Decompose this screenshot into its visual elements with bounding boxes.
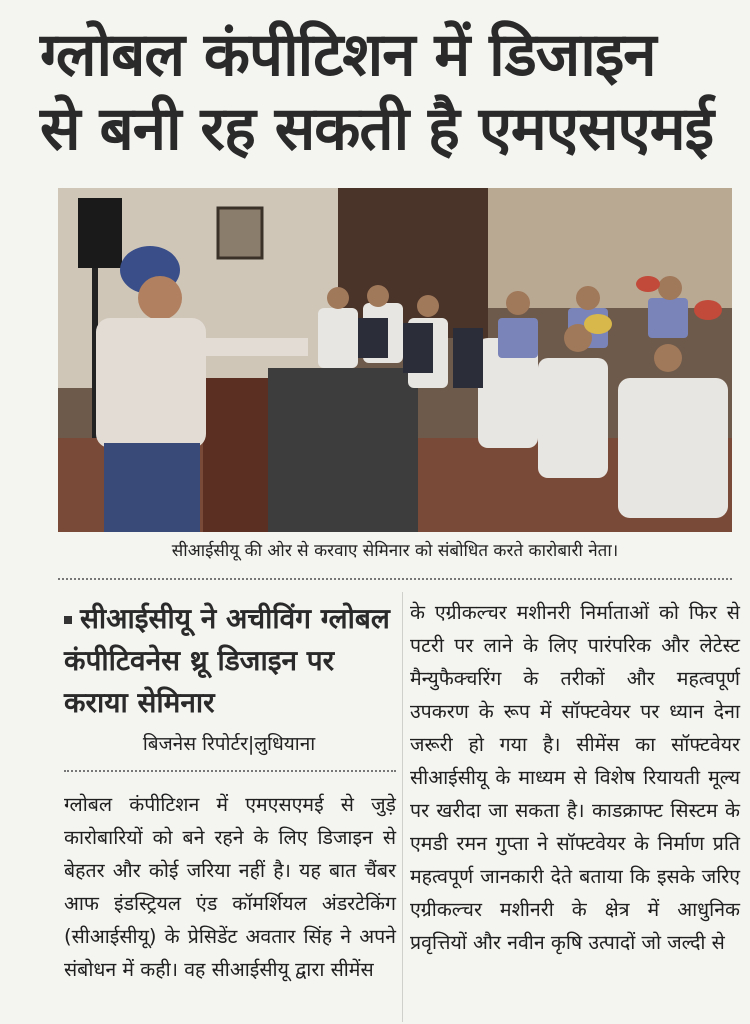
photo-caption: सीआईसीयू की ओर से करवाए सेमिनार को संबोधित करते कारोबारी नेता।: [171, 541, 619, 561]
subheadline: [64, 598, 394, 724]
headline: [40, 18, 740, 166]
seminar-photo: [58, 188, 732, 532]
article-column-right: [410, 596, 740, 959]
column-divider: [402, 592, 403, 1022]
bullet-icon: [64, 616, 72, 624]
article-column-left: [64, 788, 396, 986]
headline-line-1: ग्लोबल कंपीटिशन में डिजाइन: [40, 20, 656, 90]
byline: बिजनेस रिपोर्टर|लुधियाना: [142, 733, 316, 755]
caption-divider: [58, 578, 732, 580]
article-paragraph-right: के एग्रीकल्चर मशीनरी निर्माताओं को फिर से पटरी पर लाने के लिए पारंपरिक और लेटेस्ट मैन्युफैक्चरिंग के तरीकों और महत्वपूर्ण उपकरण के रूप में सॉफ्टवेयर पर ध्यान देना जरूरी हो गया है। सीमेंस का सॉफ्टवेयर सीआईसीयू के माध्यम से विशेष रियायती मूल्य पर खरीदा जा सकता है। काडक्राफ्ट सिस्टम के एमडी रमन गुप्ता ने सॉफ्टवेयर के निर्माण प्रति महत्वपूर्ण जानकारी देते बताया कि इसके जरिए एग्रीकल्चर मशीनरी के क्षेत्र में आधुनिक प्रवृत्तियों और नवीन कृषि उत्पादों जो जल्दी से: [410, 601, 740, 954]
article-paragraph-left: ग्लोबल कंपीटिशन में एमएसएमई से जुड़े कारोबारियों को बने रहने के लिए डिजाइन से बेहतर और कोई जरिया नहीं है। यह बात चैंबर आफ इंडस्ट्रियल एंड कॉमर्शियल अंडरटेकिंग (सीआईसीयू) के प्रेसिडेंट अवतार सिंह ने अपने संबोधन में कही। वह सीआईसीयू द्वारा सीमेंस: [64, 793, 396, 981]
byline-divider: [64, 770, 396, 772]
headline-line-2: से बनी रह सकती है एमएसएमई: [40, 94, 714, 164]
subheadline-text: सीआईसीयू ने अचीविंग ग्लोबल कंपीटिवनेस थ्रू डिजाइन पर कराया सेमिनार: [64, 602, 390, 719]
